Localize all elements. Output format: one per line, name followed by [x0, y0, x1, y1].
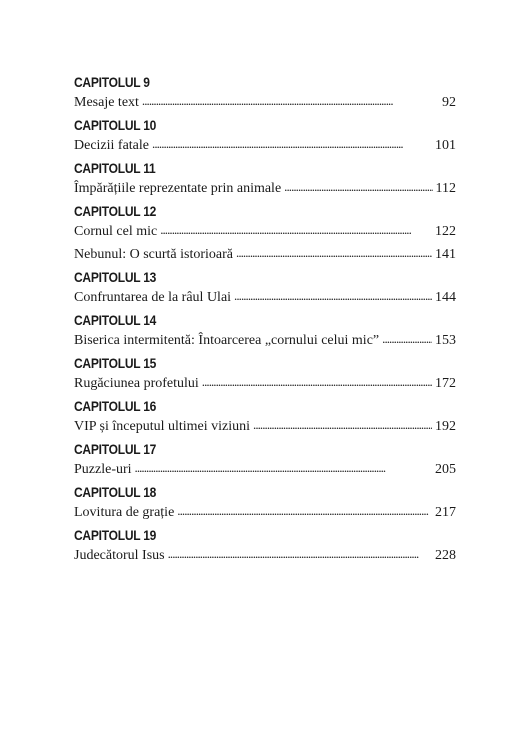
dot-leader: [177, 501, 432, 521]
page-number: 92: [442, 95, 456, 110]
chapter-heading: CAPITOLUL 15: [74, 355, 157, 371]
chapter-block: [74, 72, 456, 115]
toc-entry[interactable]: [74, 221, 456, 244]
chapter-block: [74, 115, 456, 158]
page-number: 144: [435, 290, 456, 305]
table-of-contents: [74, 72, 456, 568]
page-number: 101: [435, 138, 456, 153]
toc-entry[interactable]: [74, 459, 456, 482]
toc-entry[interactable]: [74, 330, 456, 353]
page-number: 141: [435, 247, 456, 262]
dot-leader: [236, 243, 432, 263]
chapter-heading: CAPITOLUL 11: [74, 160, 156, 176]
chapter-heading: CAPITOLUL 19: [74, 527, 157, 543]
chapter-heading: CAPITOLUL 9: [74, 74, 150, 90]
page-number: 217: [435, 505, 456, 520]
dot-leader: [142, 91, 439, 111]
page-number: 192: [435, 419, 456, 434]
chapter-heading: CAPITOLUL 17: [74, 441, 157, 457]
dot-leader: [135, 458, 432, 478]
toc-entry[interactable]: [74, 244, 456, 267]
entry-title: Judecătorul Isus: [74, 548, 165, 563]
dot-leader: [202, 372, 432, 392]
toc-entry[interactable]: [74, 502, 456, 525]
chapter-block: [74, 310, 456, 353]
dot-leader: [382, 329, 432, 349]
chapter-block: [74, 267, 456, 310]
chapter-heading: CAPITOLUL 12: [74, 203, 157, 219]
entry-title: Decizii fatale: [74, 138, 150, 153]
toc-entry[interactable]: [74, 416, 456, 439]
entry-title: Lovitura de grație: [74, 505, 175, 520]
page-number: 112: [435, 181, 456, 196]
dot-leader: [160, 220, 432, 240]
page-number: 172: [435, 376, 456, 391]
chapter-block: [74, 525, 456, 568]
chapter-block: [74, 396, 456, 439]
page-number: 228: [435, 548, 456, 563]
chapter-block: [74, 439, 456, 482]
entry-title: Confruntarea de la râul Ulai: [74, 290, 232, 305]
toc-entry[interactable]: [74, 92, 456, 115]
entry-title: Rugăciunea profetului: [74, 376, 199, 391]
entry-title: Puzzle-uri: [74, 462, 132, 477]
page-number: 122: [435, 224, 456, 239]
chapter-heading: CAPITOLUL 10: [74, 117, 157, 133]
dot-leader: [253, 415, 432, 435]
chapter-block: [74, 201, 456, 267]
entry-title: VIP și începutul ultimei viziuni: [74, 419, 251, 434]
chapter-heading: CAPITOLUL 16: [74, 398, 157, 414]
chapter-block: [74, 353, 456, 396]
toc-entry[interactable]: [74, 135, 456, 158]
dot-leader: [168, 544, 432, 564]
chapter-heading: CAPITOLUL 13: [74, 269, 157, 285]
chapter-block: [74, 482, 456, 525]
dot-leader: [234, 286, 432, 306]
toc-entry[interactable]: [74, 545, 456, 568]
entry-title: Cornul cel mic: [74, 224, 158, 239]
entry-title: Biserica intermitentă: Întoarcerea „cornului celui mic”: [74, 333, 380, 348]
chapter-block: [74, 158, 456, 201]
entry-title: Nebunul: O scurtă istorioară: [74, 247, 234, 262]
chapter-heading: CAPITOLUL 18: [74, 484, 157, 500]
toc-entry[interactable]: [74, 373, 456, 396]
entry-title: Mesaje text: [74, 95, 139, 110]
page-number: 153: [435, 333, 456, 348]
dot-leader: [284, 177, 432, 197]
toc-entry[interactable]: [74, 287, 456, 310]
entry-title: Împărățiile reprezentate prin animale: [74, 181, 282, 196]
page-number: 205: [435, 462, 456, 477]
dot-leader: [152, 134, 432, 154]
chapter-heading: CAPITOLUL 14: [74, 312, 157, 328]
toc-entry[interactable]: [74, 178, 456, 201]
